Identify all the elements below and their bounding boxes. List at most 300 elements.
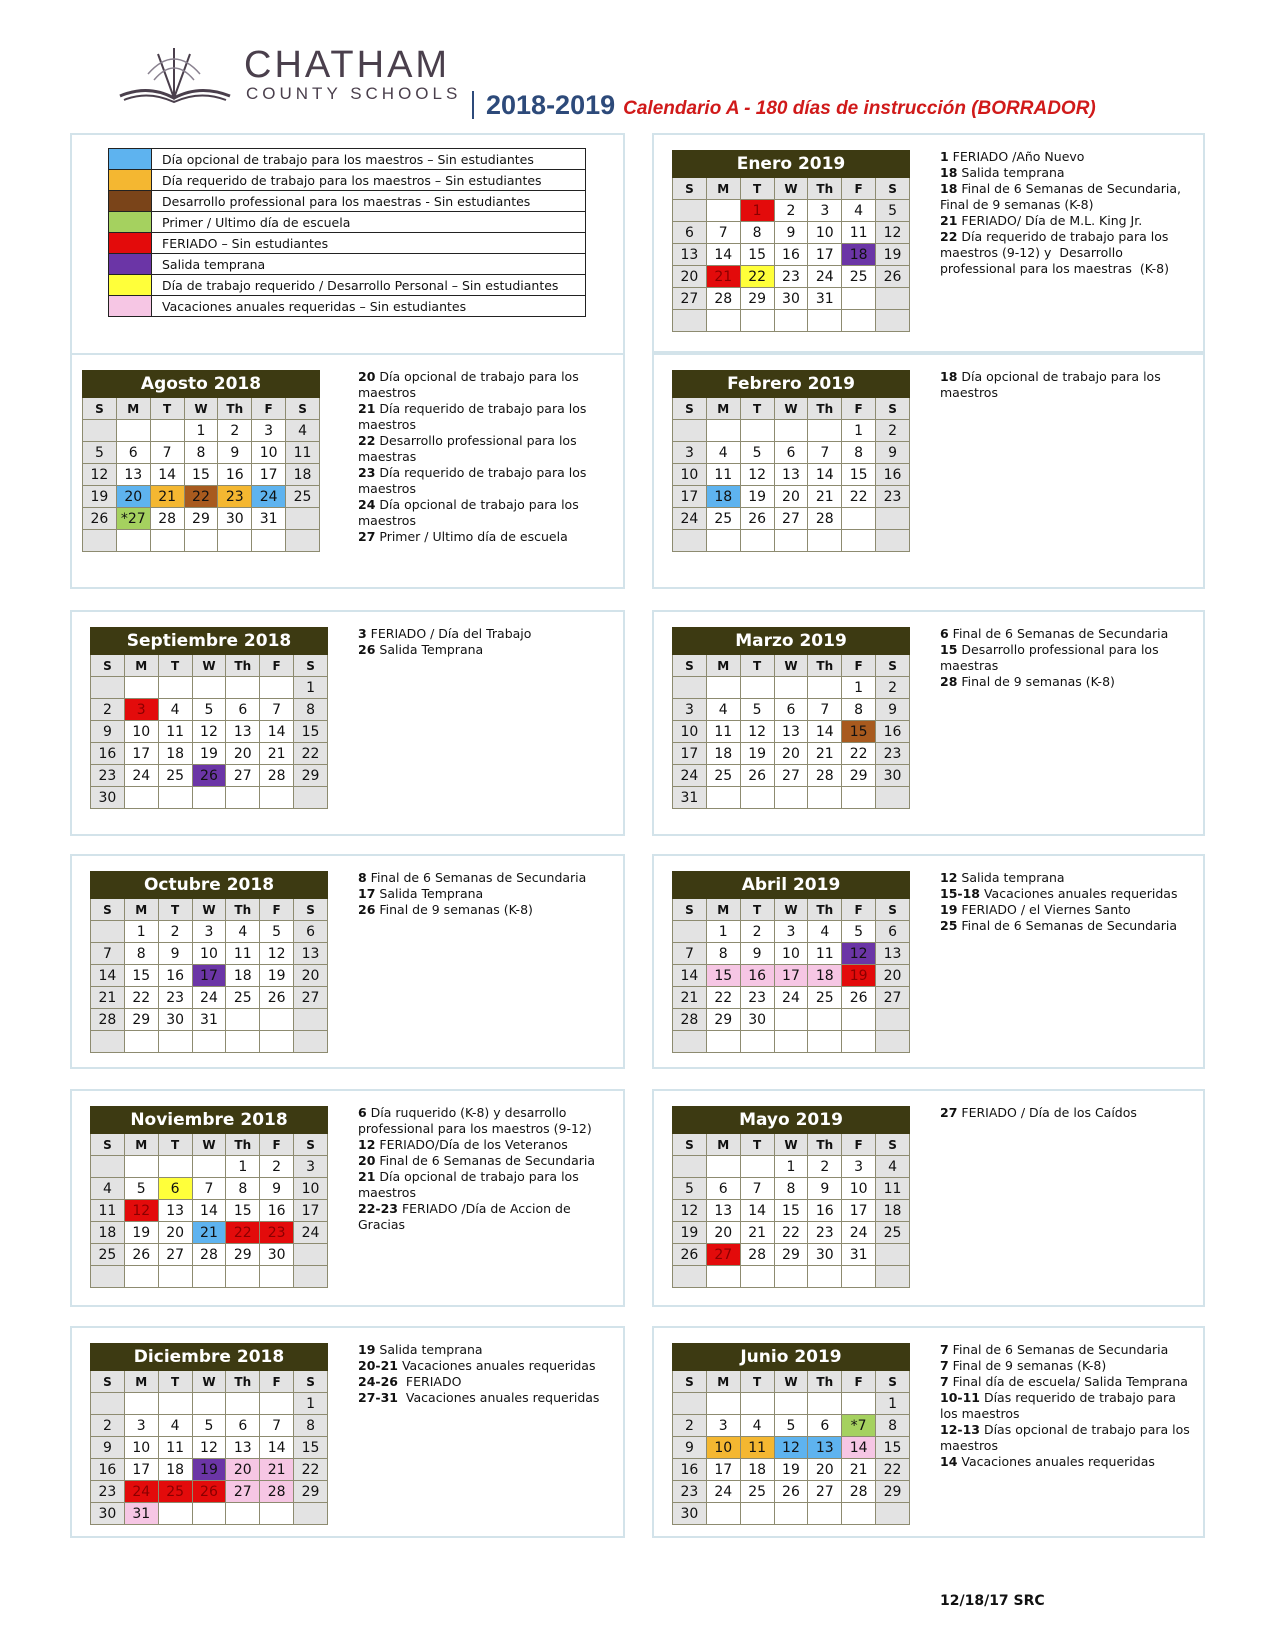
day-cell-early: 19 <box>192 1459 226 1481</box>
day-cell: 19 <box>124 1222 158 1244</box>
weekday-label: F <box>842 655 876 677</box>
day-cell-vac: 27 <box>226 1481 260 1503</box>
day-cell <box>740 1031 774 1053</box>
day-cell: 11 <box>91 1200 125 1222</box>
note-text: FERIADO /Año Nuevo <box>948 149 1085 164</box>
day-cell: 5 <box>192 1415 226 1437</box>
day-cell: 29 <box>294 765 328 787</box>
day-cell: 3 <box>706 1415 740 1437</box>
day-cell: 19 <box>260 965 294 987</box>
day-cell <box>158 787 192 809</box>
day-cell <box>91 1031 125 1053</box>
day-cell: 17 <box>124 743 158 765</box>
day-cell <box>673 420 707 442</box>
day-cell: 22 <box>294 743 328 765</box>
weekday-label: W <box>774 178 808 200</box>
note-item <box>940 1105 1195 1121</box>
week-row <box>91 1503 328 1525</box>
note-text: Salida Temprana <box>375 886 484 901</box>
day-cell: 28 <box>192 1244 226 1266</box>
day-cell-holiday: 25 <box>158 1481 192 1503</box>
legend-label: Día de trabajo requerido / Desarrollo Personal – Sin estudiantes <box>152 275 586 296</box>
day-cell: 21 <box>842 1459 876 1481</box>
note-item <box>940 229 1195 277</box>
day-cell: 17 <box>252 464 286 486</box>
day-cell: 22 <box>294 1459 328 1481</box>
month-title-row <box>673 151 910 178</box>
day-cell: 11 <box>706 721 740 743</box>
day-cell: 28 <box>740 1244 774 1266</box>
month-title-row <box>83 371 320 398</box>
day-cell: 8 <box>842 699 876 721</box>
legend-swatch <box>109 149 152 170</box>
day-cell <box>774 1393 808 1415</box>
week-row <box>673 1156 910 1178</box>
week-row <box>673 743 910 765</box>
day-cell: 30 <box>808 1244 842 1266</box>
week-row <box>673 244 910 266</box>
day-cell <box>876 1031 910 1053</box>
day-cell: 13 <box>116 464 150 486</box>
month-notes <box>940 369 1195 401</box>
note-text: Vacaciones anuales requeridas <box>979 886 1178 901</box>
day-cell <box>158 1156 192 1178</box>
day-cell <box>706 310 740 332</box>
note-text: Día opcional de trabajo para los maestros <box>358 497 583 528</box>
note-day: 23 <box>358 465 376 480</box>
note-text: Final de 9 semanas (K-8) <box>957 674 1115 689</box>
day-cell <box>740 1156 774 1178</box>
day-cell: 29 <box>876 1481 910 1503</box>
day-cell <box>842 288 876 310</box>
logo-name: CHATHAM <box>244 44 451 86</box>
week-row <box>673 222 910 244</box>
day-cell: 31 <box>192 1009 226 1031</box>
day-cell: 6 <box>673 222 707 244</box>
month-notes <box>940 1105 1195 1121</box>
day-cell: 8 <box>294 1415 328 1437</box>
weekday-label: M <box>706 398 740 420</box>
weekday-label: Th <box>218 398 252 420</box>
note-text: Día opcional de trabajo para los maestros <box>940 369 1165 400</box>
note-day: 7 <box>940 1342 949 1357</box>
day-cell: 4 <box>158 699 192 721</box>
logo-subtitle: COUNTY SCHOOLS <box>246 84 462 103</box>
note-item <box>358 1342 613 1358</box>
week-row <box>673 1393 910 1415</box>
note-day: 14 <box>940 1454 958 1469</box>
day-cell: 13 <box>774 721 808 743</box>
note-item <box>358 1153 613 1169</box>
weekday-label: S <box>673 655 707 677</box>
day-cell: 22 <box>124 987 158 1009</box>
week-row <box>91 699 328 721</box>
month-title: Junio 2019 <box>673 1344 910 1371</box>
week-row <box>673 1222 910 1244</box>
day-cell <box>83 420 117 442</box>
day-cell-holiday: 27 <box>706 1244 740 1266</box>
day-cell <box>808 1266 842 1288</box>
note-text: Vacaciones anuales requeridas <box>397 1390 600 1405</box>
weekday-header <box>673 178 910 200</box>
week-row <box>673 1244 910 1266</box>
legend-label: Día opcional de trabajo para los maestros – Sin estudiantes <box>152 149 586 170</box>
day-cell <box>150 530 184 552</box>
legend-row <box>109 149 586 170</box>
day-cell: 27 <box>158 1244 192 1266</box>
weekday-label: F <box>842 899 876 921</box>
day-cell <box>124 1266 158 1288</box>
note-day: 3 <box>358 626 367 641</box>
day-cell: 4 <box>842 200 876 222</box>
day-cell <box>740 530 774 552</box>
weekday-label: M <box>706 178 740 200</box>
month-notes <box>358 369 613 545</box>
note-item <box>940 674 1195 690</box>
day-cell <box>706 200 740 222</box>
day-cell-opt: 20 <box>116 486 150 508</box>
day-cell: 3 <box>808 200 842 222</box>
month-title: Diciembre 2018 <box>91 1344 328 1371</box>
day-cell: 29 <box>740 288 774 310</box>
day-cell: 30 <box>218 508 252 530</box>
day-cell: 3 <box>294 1156 328 1178</box>
legend-label: Desarrollo professional para los maestras - Sin estudiantes <box>152 191 586 212</box>
note-item <box>940 1454 1195 1470</box>
weekday-label: F <box>252 398 286 420</box>
note-item <box>940 213 1195 229</box>
month-notes <box>358 870 613 918</box>
note-item <box>940 1358 1195 1374</box>
day-cell <box>740 420 774 442</box>
day-cell: 5 <box>124 1178 158 1200</box>
note-item <box>358 369 613 401</box>
day-cell: 7 <box>808 699 842 721</box>
day-cell: 2 <box>740 921 774 943</box>
day-cell <box>158 1503 192 1525</box>
day-cell: 18 <box>226 965 260 987</box>
day-cell <box>124 787 158 809</box>
day-cell: 3 <box>774 921 808 943</box>
month-panel <box>70 1089 625 1307</box>
day-cell-opt: 12 <box>774 1437 808 1459</box>
day-cell: 21 <box>673 987 707 1009</box>
week-row <box>673 464 910 486</box>
month-notes <box>940 870 1195 934</box>
note-day: 26 <box>358 642 376 657</box>
note-day: 15-18 <box>940 886 980 901</box>
day-cell <box>184 530 218 552</box>
day-cell: 4 <box>740 1415 774 1437</box>
month-panel <box>652 1326 1205 1538</box>
day-cell <box>706 677 740 699</box>
day-cell: 29 <box>294 1481 328 1503</box>
note-day: 12-13 <box>940 1422 980 1437</box>
note-day: 20 <box>358 369 376 384</box>
day-cell: 5 <box>192 699 226 721</box>
day-cell <box>706 1156 740 1178</box>
week-row <box>91 1031 328 1053</box>
month-panel <box>652 1089 1205 1307</box>
weekday-label: S <box>91 655 125 677</box>
week-row <box>91 1244 328 1266</box>
day-cell <box>876 508 910 530</box>
day-cell: 28 <box>842 1481 876 1503</box>
month-calendar <box>672 1106 910 1288</box>
day-cell: 7 <box>91 943 125 965</box>
week-row <box>673 943 910 965</box>
week-row <box>83 442 320 464</box>
day-cell: 23 <box>158 987 192 1009</box>
day-cell: 19 <box>774 1459 808 1481</box>
day-cell: 23 <box>91 1481 125 1503</box>
day-cell: 10 <box>124 721 158 743</box>
chatham-logo <box>118 44 468 106</box>
day-cell: 25 <box>876 1222 910 1244</box>
note-item <box>358 433 613 465</box>
note-item <box>358 529 613 545</box>
day-cell: 4 <box>91 1178 125 1200</box>
note-text: Vacaciones anuales requeridas <box>397 1358 596 1373</box>
day-cell: 8 <box>842 442 876 464</box>
legend-swatch <box>109 233 152 254</box>
month-panel <box>70 610 625 836</box>
week-row <box>91 1266 328 1288</box>
week-row <box>673 486 910 508</box>
day-cell: 8 <box>774 1178 808 1200</box>
day-cell: 6 <box>876 921 910 943</box>
weekday-header <box>673 1371 910 1393</box>
weekday-label: Th <box>226 655 260 677</box>
day-cell <box>192 1156 226 1178</box>
month-calendar <box>90 871 328 1053</box>
month-calendar <box>90 1106 328 1288</box>
week-row <box>673 699 910 721</box>
weekday-label: F <box>260 899 294 921</box>
note-text: FERIADO /Día de Accion de Gracias <box>358 1201 575 1232</box>
day-cell: 25 <box>706 765 740 787</box>
day-cell: 2 <box>673 1415 707 1437</box>
day-cell: 8 <box>740 222 774 244</box>
note-item <box>940 1342 1195 1358</box>
day-cell: 5 <box>774 1415 808 1437</box>
day-cell: 25 <box>808 987 842 1009</box>
day-cell: 12 <box>876 222 910 244</box>
day-cell: 15 <box>774 1200 808 1222</box>
weekday-label: Th <box>226 1134 260 1156</box>
day-cell-early: 26 <box>192 765 226 787</box>
week-row <box>673 677 910 699</box>
day-cell: 9 <box>218 442 252 464</box>
note-day: 22 <box>358 433 376 448</box>
day-cell: 26 <box>124 1244 158 1266</box>
week-row <box>91 965 328 987</box>
day-cell: 16 <box>91 1459 125 1481</box>
day-cell: 30 <box>876 765 910 787</box>
day-cell: 13 <box>774 464 808 486</box>
day-cell: 14 <box>673 965 707 987</box>
day-cell <box>260 1503 294 1525</box>
day-cell: 28 <box>150 508 184 530</box>
note-item <box>940 886 1195 902</box>
legend-label: FERIADO – Sin estudiantes <box>152 233 586 254</box>
day-cell: 6 <box>774 442 808 464</box>
day-cell: 4 <box>808 921 842 943</box>
day-cell: 24 <box>808 266 842 288</box>
day-cell: 30 <box>260 1244 294 1266</box>
day-cell: 20 <box>226 743 260 765</box>
day-cell <box>808 787 842 809</box>
day-cell: 2 <box>91 699 125 721</box>
weekday-label: T <box>740 655 774 677</box>
weekday-label: Th <box>226 899 260 921</box>
day-cell: 9 <box>876 699 910 721</box>
day-cell <box>226 1009 260 1031</box>
day-cell: 23 <box>876 743 910 765</box>
week-row <box>673 442 910 464</box>
week-row <box>673 1009 910 1031</box>
week-row <box>83 464 320 486</box>
page-title <box>472 90 1096 121</box>
day-cell-req: 10 <box>706 1437 740 1459</box>
school-year: 2018-2019 <box>486 90 616 120</box>
day-cell-early: 12 <box>842 943 876 965</box>
weekday-label: S <box>294 1371 328 1393</box>
note-text: Día requerido de trabajo para los maestros (9-12) y Desarrollo professional para los maestras (K-8) <box>940 229 1173 276</box>
day-cell <box>774 677 808 699</box>
day-cell: 30 <box>91 1503 125 1525</box>
note-text: FERIADO / Día de los Caídos <box>957 1105 1137 1120</box>
note-text: Día requerido de trabajo para los maestros <box>358 401 591 432</box>
day-cell: 5 <box>673 1178 707 1200</box>
day-cell <box>842 787 876 809</box>
note-item <box>940 626 1195 642</box>
day-cell <box>740 1266 774 1288</box>
note-day: 27 <box>940 1105 958 1120</box>
note-day: 18 <box>940 165 958 180</box>
day-cell <box>808 420 842 442</box>
day-cell: 26 <box>774 1481 808 1503</box>
day-cell <box>774 1503 808 1525</box>
day-cell: 28 <box>673 1009 707 1031</box>
weekday-label: Th <box>808 655 842 677</box>
day-cell-req: 21 <box>150 486 184 508</box>
week-row <box>673 1266 910 1288</box>
day-cell <box>876 1503 910 1525</box>
day-cell <box>192 787 226 809</box>
legend-label: Salida temprana <box>152 254 586 275</box>
weekday-label: T <box>150 398 184 420</box>
weekday-label: Th <box>808 398 842 420</box>
legend-swatch <box>109 170 152 191</box>
weekday-label: S <box>876 655 910 677</box>
note-text: Salida temprana <box>957 870 1065 885</box>
day-cell: 18 <box>158 743 192 765</box>
day-cell-holiday: 21 <box>706 266 740 288</box>
day-cell: 30 <box>673 1503 707 1525</box>
month-calendar <box>672 370 910 552</box>
day-cell-first: *27 <box>116 508 150 530</box>
day-cell: 30 <box>740 1009 774 1031</box>
day-cell: 4 <box>158 1415 192 1437</box>
weekday-label: W <box>774 899 808 921</box>
day-cell <box>91 921 125 943</box>
note-item <box>358 902 613 918</box>
day-cell: 25 <box>158 765 192 787</box>
day-cell: 25 <box>706 508 740 530</box>
day-cell: 27 <box>673 288 707 310</box>
day-cell: 6 <box>808 1415 842 1437</box>
day-cell: 20 <box>774 486 808 508</box>
day-cell: 21 <box>808 486 842 508</box>
month-panel <box>652 353 1205 589</box>
day-cell: 8 <box>294 699 328 721</box>
legend-swatch <box>109 191 152 212</box>
day-cell: 7 <box>706 222 740 244</box>
day-cell: 17 <box>706 1459 740 1481</box>
day-cell <box>226 677 260 699</box>
note-day: 15 <box>940 642 958 657</box>
day-cell: 16 <box>808 1200 842 1222</box>
day-cell <box>774 420 808 442</box>
weekday-label: Th <box>808 178 842 200</box>
weekday-label: T <box>740 899 774 921</box>
day-cell: 18 <box>706 743 740 765</box>
day-cell <box>740 1393 774 1415</box>
note-day: 18 <box>940 181 958 196</box>
open-book-compass-icon <box>118 44 233 106</box>
day-cell: 18 <box>158 1459 192 1481</box>
day-cell-prof: 15 <box>842 721 876 743</box>
day-cell: 3 <box>673 699 707 721</box>
day-cell: 18 <box>740 1459 774 1481</box>
day-cell: 24 <box>774 987 808 1009</box>
legend-row <box>109 191 586 212</box>
day-cell <box>774 1009 808 1031</box>
day-cell: 3 <box>192 921 226 943</box>
day-cell: 11 <box>158 1437 192 1459</box>
note-item <box>358 1201 613 1233</box>
day-cell: 23 <box>673 1481 707 1503</box>
month-notes <box>358 1105 613 1233</box>
weekday-label: T <box>158 1134 192 1156</box>
day-cell: 5 <box>83 442 117 464</box>
day-cell <box>673 1156 707 1178</box>
day-cell-personal: 6 <box>158 1178 192 1200</box>
week-row <box>91 987 328 1009</box>
day-cell <box>150 420 184 442</box>
weekday-label: S <box>673 178 707 200</box>
day-cell-holiday: 24 <box>124 1481 158 1503</box>
day-cell: 15 <box>294 1437 328 1459</box>
day-cell: 21 <box>740 1222 774 1244</box>
day-cell <box>673 1266 707 1288</box>
legend-label: Día requerido de trabajo para los maestros – Sin estudiantes <box>152 170 586 191</box>
day-cell: 16 <box>876 721 910 743</box>
day-cell: 9 <box>740 943 774 965</box>
note-day: 8 <box>358 870 367 885</box>
note-text: FERIADO <box>397 1374 462 1389</box>
week-row <box>673 508 910 530</box>
day-cell-holiday: 19 <box>842 965 876 987</box>
day-cell: 25 <box>740 1481 774 1503</box>
day-cell: 10 <box>252 442 286 464</box>
month-title-row <box>673 371 910 398</box>
day-cell <box>294 787 328 809</box>
day-cell: 25 <box>842 266 876 288</box>
day-cell <box>673 310 707 332</box>
note-day: 12 <box>940 870 958 885</box>
